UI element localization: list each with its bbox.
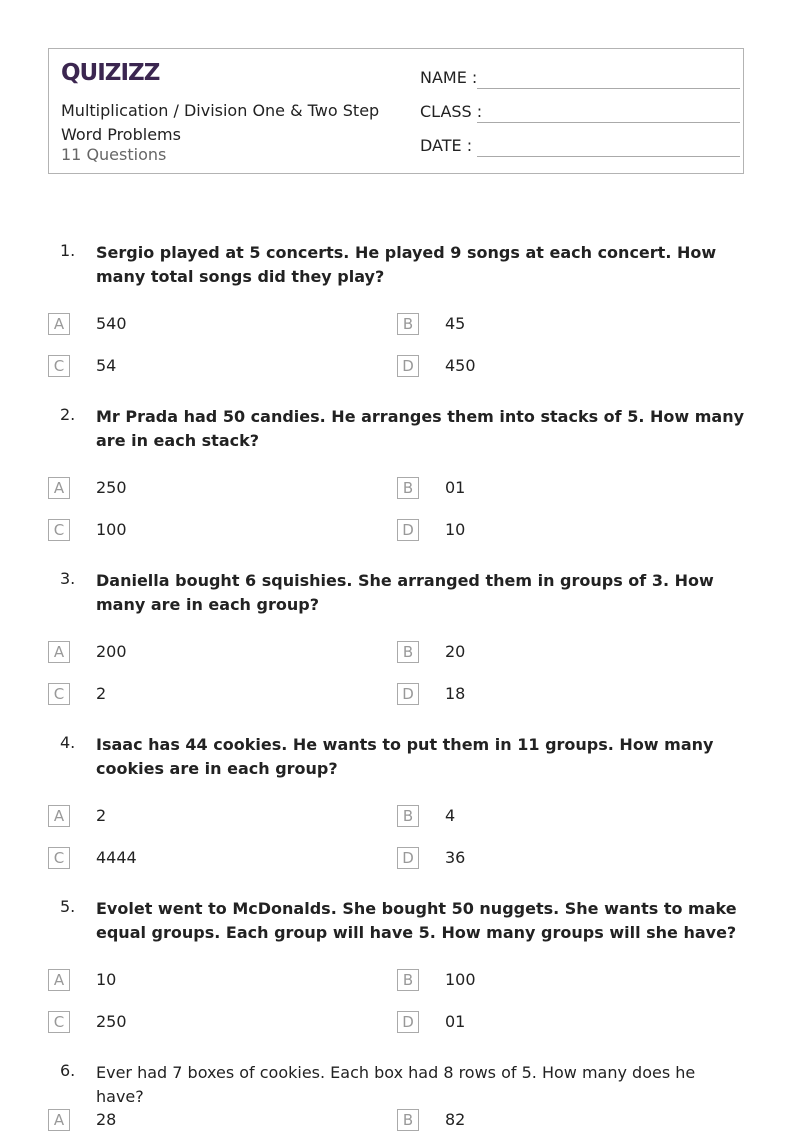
option-value: 54 bbox=[96, 356, 117, 375]
option-value: 100 bbox=[96, 520, 127, 539]
option-letter-box: C bbox=[48, 847, 70, 869]
option-letter-box: D bbox=[397, 519, 419, 541]
option-letter-box: C bbox=[48, 683, 70, 705]
option-value: 2 bbox=[96, 684, 107, 703]
option-letter-box: B bbox=[397, 969, 419, 991]
option-value: 4 bbox=[445, 806, 456, 825]
date-field[interactable] bbox=[420, 136, 736, 160]
date-label: DATE : bbox=[420, 136, 473, 155]
question-text: Daniella bought 6 squishies. She arranged them in groups of 3. How many are in each group? bbox=[96, 571, 714, 614]
option-value: 250 bbox=[96, 1012, 127, 1031]
class-label: CLASS : bbox=[420, 102, 483, 121]
option-value: 10 bbox=[96, 970, 117, 989]
class-field[interactable] bbox=[420, 102, 736, 126]
option-letter-box: B bbox=[397, 805, 419, 827]
option-letter-box: C bbox=[48, 1011, 70, 1033]
name-label: NAME : bbox=[420, 68, 478, 87]
option-letter-box: B bbox=[397, 477, 419, 499]
option-value: 82 bbox=[445, 1110, 466, 1129]
option-value: 100 bbox=[445, 970, 476, 989]
question-number: 1. bbox=[60, 241, 76, 260]
option-letter-box: A bbox=[48, 477, 70, 499]
question-text: Mr Prada had 50 candies. He arranges them into stacks of 5. How many are in each stack? bbox=[96, 407, 745, 450]
option-value: 45 bbox=[445, 314, 466, 333]
question-count: 11 Questions bbox=[61, 145, 167, 164]
question-text: Sergio played at 5 concerts. He played 9 songs at each concert. How many total songs did they play? bbox=[96, 243, 717, 286]
worksheet-header bbox=[48, 48, 744, 174]
option-value: 01 bbox=[445, 478, 466, 497]
name-line bbox=[477, 88, 740, 89]
option-letter-box: A bbox=[48, 641, 70, 663]
option-letter-box: D bbox=[397, 1011, 419, 1033]
question-number: 3. bbox=[60, 569, 76, 588]
option-value: 28 bbox=[96, 1110, 117, 1129]
option-value: 200 bbox=[96, 642, 127, 661]
option-value: 2 bbox=[96, 806, 107, 825]
option-letter-box: A bbox=[48, 805, 70, 827]
question-number: 2. bbox=[60, 405, 76, 424]
option-letter-box: B bbox=[397, 1109, 419, 1131]
question-number: 5. bbox=[60, 897, 76, 916]
option-letter-box: D bbox=[397, 847, 419, 869]
option-value: 10 bbox=[445, 520, 466, 539]
option-letter-box: C bbox=[48, 519, 70, 541]
option-letter-box: C bbox=[48, 355, 70, 377]
question-number: 4. bbox=[60, 733, 76, 752]
option-letter-box: B bbox=[397, 641, 419, 663]
option-value: 4444 bbox=[96, 848, 137, 867]
option-value: 450 bbox=[445, 356, 476, 375]
date-line bbox=[477, 156, 740, 157]
name-field[interactable] bbox=[420, 68, 736, 92]
option-value: 250 bbox=[96, 478, 127, 497]
question-text: Ever had 7 boxes of cookies. Each box had 8 rows of 5. How many does he have? bbox=[96, 1063, 696, 1106]
option-letter-box: A bbox=[48, 313, 70, 335]
option-letter-box: D bbox=[397, 355, 419, 377]
option-letter-box: D bbox=[397, 683, 419, 705]
option-value: 01 bbox=[445, 1012, 466, 1031]
option-value: 18 bbox=[445, 684, 466, 703]
option-value: 540 bbox=[96, 314, 127, 333]
option-letter-box: B bbox=[397, 313, 419, 335]
option-value: 20 bbox=[445, 642, 466, 661]
quizizz-logo: QUIZIZZ bbox=[61, 60, 160, 86]
question-number: 6. bbox=[60, 1061, 76, 1080]
option-value: 36 bbox=[445, 848, 466, 867]
question-text: Evolet went to McDonalds. She bought 50 nuggets. She wants to make equal groups. Each group will have 5. How many groups will she have? bbox=[96, 899, 737, 942]
option-letter-box: A bbox=[48, 1109, 70, 1131]
option-letter-box: A bbox=[48, 969, 70, 991]
worksheet-title: Multiplication / Division One & Two Step Word Problems bbox=[61, 101, 380, 144]
question-text: Isaac has 44 cookies. He wants to put them in 11 groups. How many cookies are in each group? bbox=[96, 735, 714, 778]
class-line bbox=[477, 122, 740, 123]
